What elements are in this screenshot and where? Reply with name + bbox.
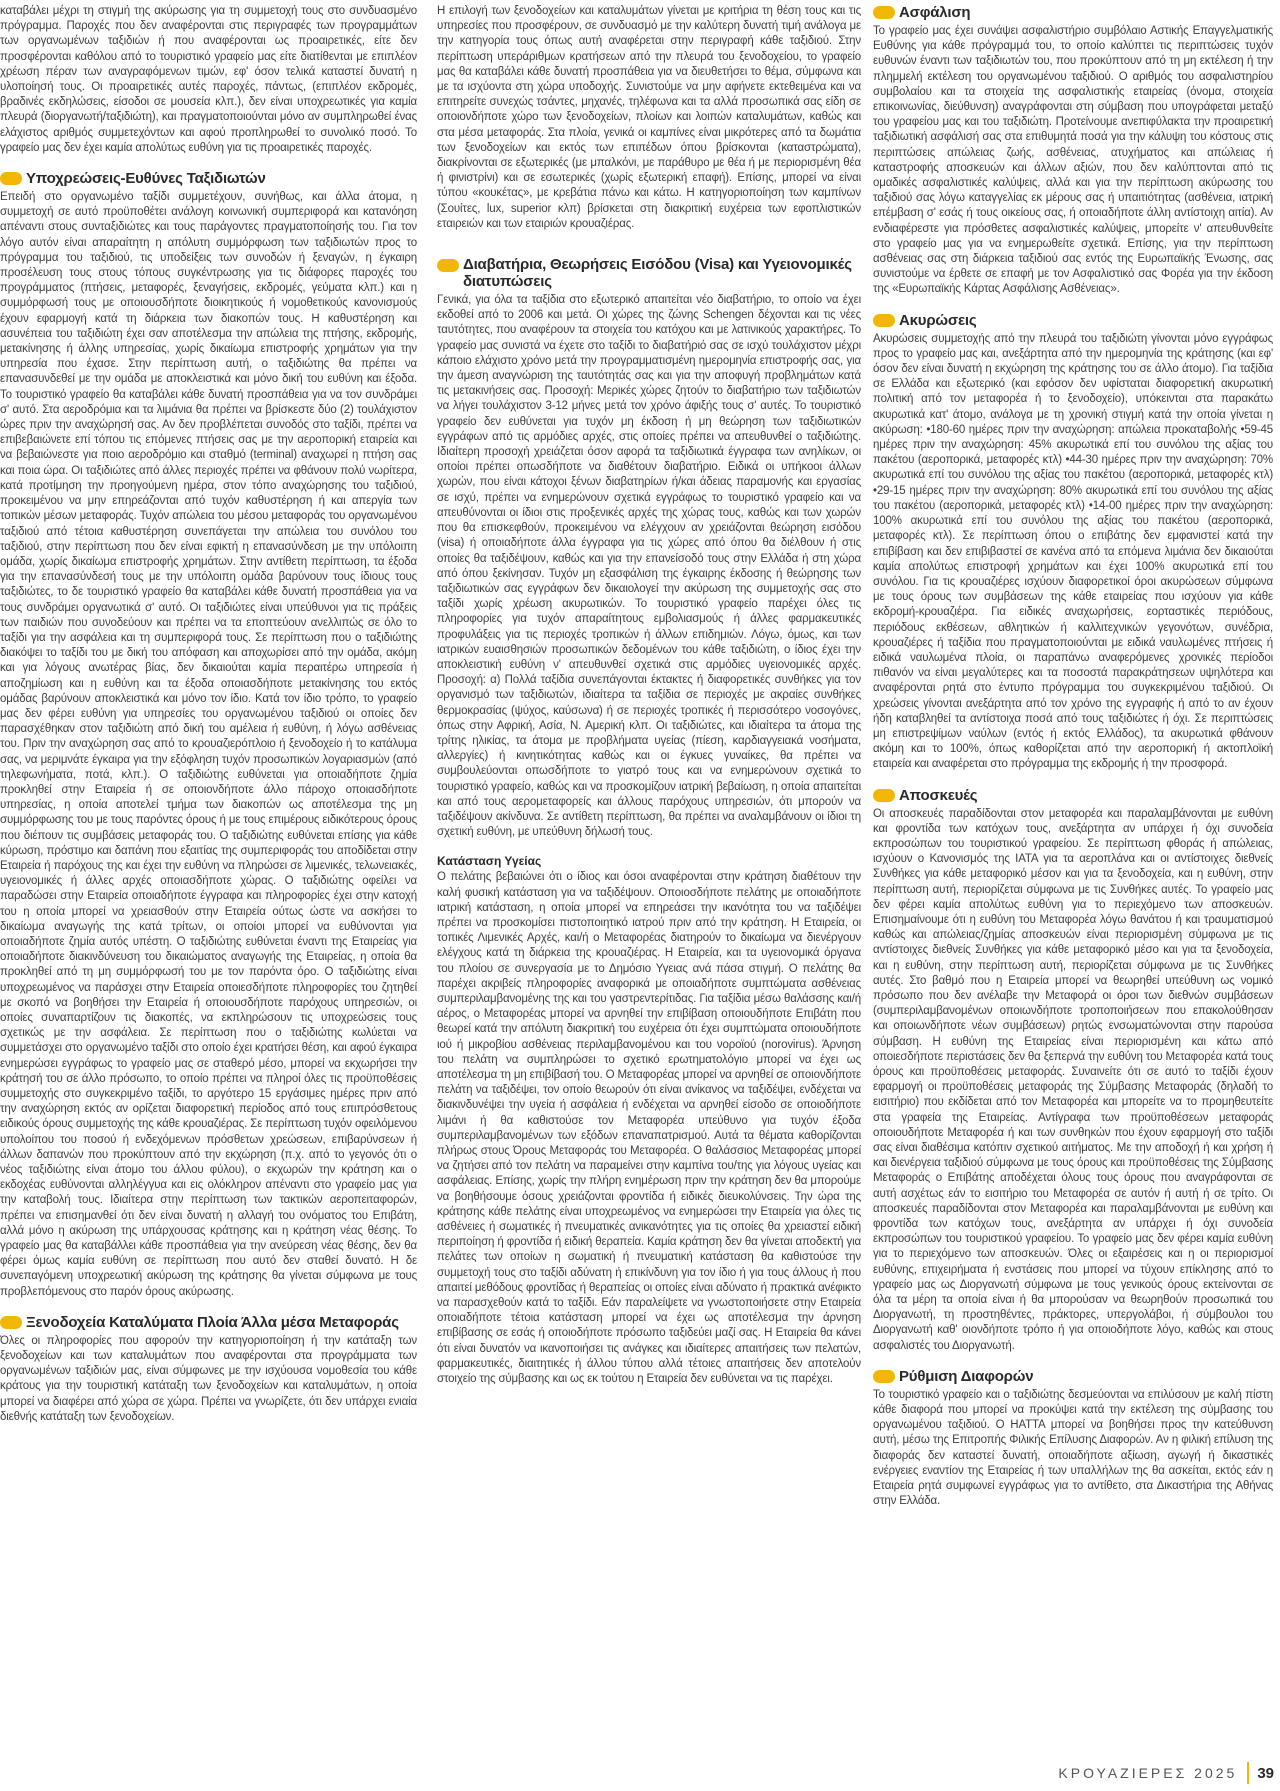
heading-marker-icon: [0, 1316, 22, 1329]
footer-divider: [1247, 1762, 1249, 1784]
page-footer: [1058, 1760, 1280, 1786]
heading-marker-icon: [873, 314, 895, 327]
heading-text: Ακυρώσεις: [899, 311, 977, 329]
column-middle: [437, 4, 861, 1387]
paragraph-insurance: Το γραφείο μας έχει συνάψει ασφαλιστήριο συμβόλαιο Αστικής Επαγγελματικής Ευθύνης για κάθε πρόγραμμά του, το οποίο καλύπτει τις περιπτώσεις τυχόν ευθυνών έναντι των ταξιδιωτών του, που προκύπτουν από τη μη εκτέλεση ή την πλημμελή εκτέλεση του οργανωμένου ταξιδιού. Ο αριθμός του ασφαλιστηρίου συμβολαίου και τα στοιχεία της ασφαλιστικής εταιρείας (όνομα, στοιχεία επικοινωνίας, διεύθυνση) αναγράφονται στη σύμβαση που υπογράφεται μεταξύ του γραφείου μας και του ταξιδιώτη. Προτείνουμε ανεπιφύλακτα την προαιρετική ταξιδιωτική ασφάλισή σας στα επιθυμητά ποσά για την κάλυψη του κόστους στις περιπτώσεις απώλειας ζωής, ασθένειας, ατυχήματος και απώλειας ή καταστροφής αποσκευών και άλλων αξιών, που δεν καλύπτονται από τις ομαδικές ασφαλιστικές καλύψεις, αλλά και για την περίπτωση ακύρωσης του ταξιδιού σας λόγω καταγγελίας εκ μέρους σας ή υπαιτιότητας (ασθένεια, ιατρική επέμβαση σ' εσάς ή τους οικείους σας, ή οποιαδήποτε άλλη αντίστοιχη αιτία). Αν ενδιαφέρεστε για πρόσθετες ασφαλιστικές καλύψεις, μπορείτε ν' απευθυνθείτε στο γραφείο μας για να ενημερωθείτε σχετικά. Επίσης, για την περίπτωση ασθένειας σας στη διάρκεια ταξιδιού σας εντός της Ευρωπαϊκής Ένωσης, σας συνιστούμε να έρθετε σε επαφή με τον Ασφαλιστικό σας Φορέα για την έκδοση της «Ευρωπαϊκής Κάρτας Ασφάλισης Ασθένειας».: [873, 25, 1273, 296]
heading-marker-icon: [437, 259, 459, 272]
paragraph-accommodation: Η επιλογή των ξενοδοχείων και καταλυμάτων γίνεται με κριτήρια τη θέση τους και τις υπηρεσίες που προσφέρουν, σε συνδυασμό με την καλύτερη δυνατή τιμή ανάλογα με την κατηγορία τους όπως αυτή αναφέρεται στην περιγραφή κάθε ταξιδιού. Στην περίπτωση υπεράριθμων κρατήσεων από την πλευρά του ξενοδοχείου, το γραφείο μας θα καταβάλει κάθε δυνατή προσπάθεια για να διευθετήσει το θέμα, σύμφωνα και με τα ισχύοντα στη χώρα υποδοχής. Συνιστούμε να μην αφήνετε εκτεθειμένα και να επιτηρείτε συνεχώς τσάντες, μηχανές, τηλέφωνα και τα αλλά προσωπικά σας είδη σε οποιονδήποτε χώρο των ξενοδοχείων, πλοίων και λοιπών καταλυμάτων, καθώς και στα μέσα μεταφοράς. Στα πλοία, γενικά οι καμπίνες είναι μικρότερες από τα δωμάτια των ξενοδοχείων και εκτός των επιπέδων όπου βρίσκονται (καταστρώματα), διακρίνονται σε εξωτερικές (με μπαλκόνι, με παράθυρο με θέα ή με περιορισμένη θέα ή φινιστρίνι) και σε εσωτερικές (χωρίς εξωτερική επαφή). Επίσης, μπορεί να είναι τύπου «κουκέτας», με κρεβάτια πάνω και κάτω. Η κατηγοριοποίηση των καμπίνων (Σουίτες, lux, superior κλπ) βρίσκεται στη διακριτική ευχέρεια των εφοπλιστικών εταιρειών και των εταιριών κρουαζιέρας.: [437, 5, 861, 230]
heading-text: Ρύθμιση Διαφορών: [899, 1367, 1034, 1385]
paragraph-disputes: Το τουριστικό γραφείο και ο ταξιδιώτης δεσμεύονται να επιλύσουν με καλή πίστη κάθε διαφορά που μπορεί να προκύψει κατά την εκτέλεση της σύμβασης του οργανωμένου ταξιδιού. Ο ΗΑΤΤΑ μπορεί να βοηθήσει προς την κατεύθυνση αυτή, μέσω της Επιτροπής Φιλικής Επίλυσης Διαφορών. Αν η φιλική επίλυση της διαφοράς δεν καταστεί δυνατή, οποιαδήποτε αξίωση, αγωγή ή δικαστικές ενέργειες εναντίον της Εταιρείας ή των υπαλλήλων της θα ασκείται, εκτός εάν η Εταιρεία ρητά συμφωνεί εγγράφως για το αντίθετο, στα Δικαστήρια της Αθήνας στην Ελλάδα.: [873, 1388, 1273, 1508]
heading-marker-icon: [873, 1370, 895, 1383]
running-title: ΚΡΟΥΑΖΙΕΡΕΣ 2025: [1058, 1765, 1238, 1781]
paragraph-health: Ο πελάτης βεβαιώνει ότι ο ίδιος και όσοι αναφέρονται στην κράτηση διαθέτουν την καλή φυσική κατάσταση για να ταξιδέψουν. Οποιοσδήποτε πελάτης με οποιαδήποτε ιατρική κατάσταση, η οποία μπορεί να επηρεάσει την ικανότητα του να ταξιδέψει πρέπει να προσκομίσει πιστοποιητικό ιατρού πριν από την κράτηση. Η Εταιρεία, οι τοπικές Λιμενικές Αρχές, και/ή ο Μεταφορέας διατηρούν το δικαίωμα να διενέργουν ελέγχους κατά τη διάρκεια της κρουαζιέρας. Η Εταιρεία, και τα υγειονομικά όργανα του πλοίου σε συνεργασία με το Δημόσιο Υγειας ανά πάσα στιγμή. Ο πελάτης θα παρέχει ακριβείς πληροφορίες αναφορικά με οποιαδήποτε συμπτώματα ασθένειας συμπεριλαμβανομένης της και του γαστρεντερίτιδας. Για ταξίδια μέσω θαλάσσης και/ή αέρος, ο Μεταφορέας μπορεί να αρνηθεί την επιβίβαση οποιουδήποτε Επιβάτη που θεωρεί κατά την απόλυτη διακριτική του ευχέρεια ότι έχει συμπτώματα οποιουδήποτε ιού ή μικροβίου ασθένειας περιλαμβανομένου και του νοροϊού (norovirus). Άρνηση του πελάτη να συμπληρώσει το σχετικό ερωτηματολόγιο μπορεί να έχει ως αποτέλεσμα τη μη επιβίβασή του. Ο Μεταφορέας μπορεί να αρνηθεί σε οποιονδήποτε πελάτη να ταξιδέψει, τον οποίο θεωρούν ότι είναι ανίκανος να ταξιδέψει, ενδέχεται να διακινδυνέψει την υγεία ή ασφάλεια ή ενδέχεται να αρνηθεί είσοδο σε οποιοδήποτε λιμάνι ή θα καθιστούσε τον Μεταφορέα υπεύθυνο για τυχόν έξοδα συμπεριλαμβανομένων των εξόδων επαναπατρισμού. Αυτά τα θέματα καθορίζονται πλήρως στους Όρους Μεταφοράς του Μεταφορέα. Ο θαλάσσιος Μεταφορέας μπορεί να ζητήσει από τον πελάτη να παραμείνει στην καμπίνα του/της για λόγους υγείας και ασφάλειας. Επίσης, χωρίς την πλήρη ενημέρωση πριν την κράτηση δεν θα μπορούμε να βοηθήσουμε όσους χρειάζονται φροντίδα ή ειδικές διευκολύνσεις. Την ώρα της κράτησης κάθε πελάτης είναι υποχρεωμένος να ενημερώσει την Εταιρεία για όλες τις ασθένειες ή σωματικές ή πνευματικές ανικανότητες για τις οποίες θα χρειαστεί ειδική περιποίηση ή φροντίδα ή ειδική θεραπεία. Καμία κράτηση δεν θα γίνεται αποδεκτή για πελάτες των οποίων η σωματική ή πνευματική κατάσταση θα καθιστούσε την συμμετοχή τους στο ταξίδι αδύνατη ή επικίνδυνη για τον ίδιο ή για τους άλλους ή που απαιτεί μεθόδους φροντίδας ή θεραπείας οι οποίες είναι αδύνατο ή πρακτικά ανέφικτο να παρασχεθούν κατά το ταξίδι. Εάν παραλείψετε να γνωστοποιήσετε στην Εταιρεία οποιαδήποτε τέτοια κατάσταση μπορεί να έχει ως αποτέλεσμα την άρνηση επιβίβασης σε εσάς ή οποιοδήποτε πρόσωπο ταξιδεύει μαζί σας. Η Εταιρεία θα κάνει ότι είναι δυνατόν να ικανοποιήσει τις ανάγκες και ιδιαίτερες απαιτήσεις των πελατών, φαρμακευτικές, διαιτητικές ή άλλου τύπου αλλά τέτοιες απαιτήσεις δεν αποτελούν στοιχείο της σύμβασης και ως εκ τούτου η Εταιρεία δεν ευθύνεται να τις παρέχει.: [437, 871, 861, 1386]
section-heading-disputes: [873, 1368, 1273, 1385]
section-heading-luggage: [873, 787, 1273, 804]
heading-text: Ασφάλιση: [899, 4, 971, 21]
page-number: 39: [1257, 1764, 1274, 1782]
heading-text: Διαβατήρια, Θεωρήσεις Εισόδου (Visa) και Υγειονομικές διατυπώσεις: [463, 256, 852, 291]
section-heading-hotels: [0, 1314, 417, 1331]
heading-marker-icon: [873, 6, 895, 19]
column-right: [873, 4, 1273, 1509]
heading-marker-icon: [0, 172, 22, 185]
section-heading-passports: [437, 256, 861, 290]
heading-text: Ξενοδοχεία Καταλύματα Πλοία Άλλα μέσα Μεταφοράς: [26, 1313, 399, 1331]
section-heading-cancellations: [873, 312, 1273, 329]
heading-marker-icon: [873, 789, 895, 802]
subheading-health: Κατάσταση Υγείας: [437, 854, 542, 869]
paragraph-luggage: Οι αποσκευές παραδίδονται στον μεταφορέα και παραλαμβάνονται με ευθύνη και φροντίδα των κατόχων τους, ανεξάρτητα αν υπάρχει ή όχι συνοδεία εκπροσώπων του τουριστικού γραφείου. Σε περίπτωση φθοράς ή απώλειας, ισχύουν ο Κανονισμός της ΙΑΤΑ για τα αεροπλάνα και οι αντίστοιχες διεθνείς Συνθήκες για κάθε μεταφορικό μέσον και για τα ξενοδοχεία, και η ευθύνη, στην περίπτωση αυτή, περιορίζεται σύμφωνα με τις Συνθήκες αυτές. Το γραφείο μας δεν φέρει καμία απολύτως ευθύνη για το περιεχόμενο των αποσκευών. Επισημαίνουμε ότι η ευθύνη του Μεταφορέα λόγω θανάτου ή και τραυματισμού καθώς και απώλειας/ζημίας αποσκευών είναι περιορισμένη σύμφωνα με τις αντίστοιχες διεθνείς Συνθήκες για κάθε μεταφορικό μέσο και για τα ξενοδοχεία, και η ευθύνη, στην περίπτωση αυτή, περιορίζεται σύμφωνα με τις Συνθήκες αυτές. Στο βαθμό που η Εταιρεία μπορεί να θεωρηθεί υπεύθυνη ως νομικό πρόσωπο που δεν ανέλαβε την Μεταφορά οι όροι των διεθνών συμβάσεων (συμπεριλαμβανομένων οποιωνδήποτε τροποποιήσεων που επακολούθησαν και οποιωνδήποτε νέων συμβάσεων) ρητώς ενσωματώνονται στην παρούσα σύμβαση. Η ευθύνη της Εταιρείας είναι περιορισμένη και κάτω από οποιεσδήποτε περιστάσεις δεν θα ξεπερνά την ευθύνη του Μεταφορέα κατά τους όρους και προϋποθέσεις μεταφοράς. Συναινείτε ότι σε αυτό το ταξίδι έχουν εφαρμογή οι προϋποθέσεις μεταφοράς της Σύμβασης Μεταφοράς (δηλαδή το εισιτήριο) που εκδίδεται από τον Μεταφορέα και μπορείτε να το προμηθευτείτε στα γραφεία της Εταιρείας. Αντίγραφα των προϋποθέσεων μεταφοράς οποιουδήποτε Μεταφορέα ή και των συνθηκών που έχουν εφαρμογή στο ταξίδι σας είναι διαθέσιμα κατόπιν σχετικού αιτήματος. Με την αποδοχή ή και χρήση ή και διενέργεια ταξιδιού σύμφωνα με τους όρους και προϋποθέσεις της Σύμβασης Μεταφοράς ο Επιβάτης αποδέχεται όλους τους όρους που αναγράφονται σε αυτή ασχέτως εάν το εισιτήριο του Μεταφορέα σε αυτόν ή αυτή ή σε τρίτο. Οι αποσκευές παραδίδονται στον Μεταφορέα και παραλαμβάνονται με ευθύνη και φροντίδα των κατόχων τους, ανεξάρτητα αν υπάρχει ή όχι συνοδεία εκπροσώπων του τουριστικού γραφείου. Το γραφείο μας δεν φέρει καμία ευθύνη για το περιεχόμενο των αποσκευών. Όλες οι εξαιρέσεις και η οι περιορισμοί ευθύνης, επιχειρήματα ή ενστάσεις που μπορεί να τύχουν επίκλησης από το γραφείο μας ως Διοργανωτή σύμφωνα με τους γενικούς όρους εκτείνονται σε όλα τα μέρη τα οποία είναι ή θα μπορούσαν να θεωρηθούν προσωπικά του Διοργανωτή, τη προστηθέντες, πράκτορες, υπεργολάβοι, ή σύμβουλοι του Διοργανωτή καθ' οιονδήποτε τρόπο ή για οποιοδήποτε λόγο, καθώς και στους ασφαλιστές του Διοργανωτή.: [873, 807, 1273, 1352]
paragraph-cancellations: Ακυρώσεις συμμετοχής από την πλευρά του ταξιδιώτη γίνονται μόνο εγγράφως προς το γραφείο μας και, ανεξάρτητα από την ημερομηνία της κράτησης (και εφ' όσον δεν είναι δυνατή η εκχώρηση της κράτησης του σε άλλο άτομο). Για ταξίδια σε Ελλάδα και εξωτερικό (και εφόσον δεν υφίσταται διαφορετική ακυρωτική πολιτική από τον μεταφορέα ή το ξενοδοχείο), υπόκεινται στα παρακάτω ακυρωτικά κατ' άτομο, ανάλογα με τη χρονική στιγμή κατά την οποία γίνεται η ακύρωση: •180-60 ημέρες πριν την αναχώρηση: απώλεια προκαταβολής •59-45 ημέρες πριν την αναχώρηση: 45% ακυρωτικά επί του συνόλου της αξίας του πακέτου (αεροπορικά, μεταφορές κτλ) •44-30 ημέρες πριν την αναχώρηση: 70% ακυρωτικά επί του συνόλου της αξίας του πακέτου (αεροπορικά, μεταφορές κτλ) •29-15 ημέρες πριν την αναχώρηση: 80% ακυρωτικά επί του συνόλου της αξίας του πακέτου (αεροπορικά, μεταφορές κτλ) •14-00 ημέρες πριν την αναχώρηση: 100% ακυρωτικά επί του συνόλου της αξίας του πακέτου (αεροπορικά, μεταφορές κτλ). Σε περίπτωση όπου ο επιβάτης δεν εμφανιστεί κατά την επιβίβαση και δεν επιβιβαστεί σε κανένα από τα επόμενα λιμάνια δεν δικαιούται καμία απολύτως επιστροφή χρημάτων και έχει 100% ακυρωτικά επί του συνόλου. Για τις κρουαζιέρες ισχύουν διαφορετικοί όροι ακυρώσεων σύμφωνα με τους όρους των συμβάσεων της κάθε εταιρείας που ισχύουν για κάθε εκδρομή-κρουαζιέρα. Για ειδικές αναχωρήσεις, εορταστικές περιόδους, περιόδους εκθέσεων, αθλητικών ή καλλιτεχνικών γεγονότων, συνέδρια, κρουαζιέρες ή ταξίδια που πραγματοποιούνται με ειδικά ναυλωμένες πτήσεις ή ειδικά ναυλωμένα πλοία, οι παραπάνω αναφερόμενες χρονικές περίοδοι πιθανόν να είναι μεγαλύτερες και τα ποσοστά παρακράτησεων υψηλότερα και αναφέρονται ρητά στο έντυπο πρόγραμμα του συγκεκριμένου ταξιδιού. Οι χρεώσεις γίνονται ανεξάρτητα από τον χρόνο της εγγραφής ή από το αν έχουν ήδη καταβληθεί τα αντίστοιχα ποσά από τους ταξιδιώτες ή όχι. Σε περιπτώσεις μη επιστρεψίμων ναύλων (εντός ή εκτός Ελλάδος), τα ακυρωτικά φθάνουν ακόμη και το 100%, όπως καθορίζεται από την αεροπορική ή ακτοπλοϊκή εταιρεία και αναφέρεται στο πρόγραμμα της εκδρομής ή την προσφορά.: [873, 332, 1273, 771]
column-left: [0, 4, 417, 1425]
section-heading-insurance: [873, 4, 1273, 21]
paragraph-passports: Γενικά, για όλα τα ταξίδια στο εξωτερικό απαιτείται νέο διαβατήριο, το οποίο να έχει εκδοθεί από το 2006 και μετά. Οι χώρες της ζώνης Schengen δέχονται και τις νέες ταυτότητες, που αναφέρουν τα στοιχεία του κατόχου και με λατινικούς χαρακτήρες. Το γραφείο μας συνιστά να έχετε στο ταξίδι το διαβατήριό σας σε ισχύ τουλάχιστον μέχρι κάποιο ελάχιστο χρόνο μετά την προγραμματισμένη ημερομηνία επιστροφής σας, για την άμεση αναγνώριση της ταυτότητάς σας και για την αποφυγή προβλημάτων κατά τις μετακινήσεις σας. Προσοχή: Μερικές χώρες ζητούν το διαβατήριο των ταξιδιωτών να λήγει τουλάχιστον 3-12 μήνες μετά τον χρόνο άφιξής τους σ' αυτές. Το τουριστικό γραφείο δεν ευθύνεται για τυχόν μη έκδοση ή μη θεώρηση των ταξιδιωτικών εγγράφων από τις αρμόδιες αρχές, στις οποίες πρέπει να απευθυνθεί ο ταξιδιώτης. Ιδιαίτερη προσοχή χρειάζεται όσον αφορά τα ταξιδιωτικά έγγραφα των ανηλίκων, οι οποίοι πρέπει οπωσδήποτε να διαθέτουν διαβατήριο. Ειδικά οι υπήκοοι άλλων χωρών, που είναι κάτοχοι ξένων διαβατηρίων ή/και άδειας παραμονής και εργασίας σε ισχύ, πρέπει να ενημερώνουν σχετικά εγγράφως το τουριστικό γραφείο και να απευθύνονται οι ίδιοι στις προξενικές αρχές της χώρας τους, καθώς και των χωρών που θα επισκεφθούν, προκειμένου να ελέγχουν αν χρειάζονται θεώρηση εισόδου (visa) ή οποιαδήποτε άλλα έγγραφα για τις χώρες από όπου θα διέλθουν ή στις οποίες θα ταξιδέψουν, καθώς και για την επανείσοδό τους στην Ελλάδα ή στη χώρα από όπου ξεκίνησαν. Τυχόν μη εξασφάλιση της έγκαιρης έκδοσης ή θεώρησης των ταξιδιωτικών σας εγγράφων δεν δικαιολογεί την ακύρωση της συμμετοχής σας στο ταξίδι χωρίς χρέωση ακυρωτικών. Το τουριστικό γραφείο παρέχει όλες τις πληροφορίες για τυχόν απαραίτητους εμβολιασμούς ή άλλες φαρμακευτικές προφυλάξεις για τις περιοχές τροπικών ή άλλων επιδημιών. Λόγω, όμως, και των ιατρικών ευαισθησιών προσωπικών δεδομένων του κάθε ταξιδιώτη, ο ίδιος έχει την αποκλειστική ευθύνη ν' απευθυνθεί σχετικά στις αρμόδιες υγειονομικές αρχές. Προσοχή: α) Πολλά ταξίδια συνεπάγονται έκτακτες ή διαφορετικές συνθήκες για τον οργανισμό των ταξιδιωτών, ιδιαίτερα τα ταξίδια σε περιοχές με ακραίες συνθήκες θερμοκρασίας (ψύχος, καύσωνα) ή σε περιοχές τροπικές ή περισσότερο νοσογόνες, όπως στην Αφρική, Ασία, Ν. Αμερική κλπ. Οι ταξιδιώτες, και ιδιαίτερα τα άτομα της τρίτης ηλικίας, τα άτομα με προβλήματα υγείας (πίεση, καρδιαγγειακά νοσήματα, αλλεργίες) ή κινητικότητας καθώς και οι έγκυες γυναίκες, θα πρέπει να συμβουλεύονται οπωσδήποτε το γιατρό τους και να ενημερώνουν σχετικά το τουριστικό γραφείο, καθώς και να προσκομίζουν ιατρική βεβαίωση, η οποία απαιτείται και από τους αερομεταφορείς και άλλους παρόχους υπηρεσιών, ότι μπορούν να ταξιδέψουν ακίνδυνα. Σε αντίθετη περίπτωση, θα πρέπει να αναλαμβάνουν οι ίδιοι τη σχετική ευθύνη, με υπεύθυνη δήλωσή τους.: [437, 294, 861, 839]
heading-text: Υποχρεώσεις-Ευθύνες Ταξιδιωτών: [26, 170, 266, 188]
paragraph-traveler-obligations: Επειδή στο οργανωμένο ταξίδι συμμετέχουν, συνήθως, και άλλα άτομα, η συμμετοχή σε αυτό προϋποθέτει ανάλογη κοινωνική συμπεριφορά και κατανόηση απέναντι στους συνταξιδιώτες και τους παράγοντες πραγματοποίησής του. Για τον λόγο αυτόν είναι απαραίτητη η απόλυτη συμμόρφωση των ταξιδιωτών προς το πρόγραμμα του ταξιδιού, τις υποδείξεις των συνοδών ή ξεναγών, η έγκαιρη προσέλευση τους στους τόπους συγκέντρωσης για τις διάφορες παροχές του προγράμματος (πτήσεις, μεταφορές, ξεναγήσεις, εκδρομές, γεύματα κλπ.) και η συμμόρφωσή τους με οποιουσδήποτε διοικητικούς ή νομοθετικούς κανονισμούς έχουν εφαρμογή κατά τη διάρκεια των διακοπών τους. Η καθυστέρηση και ασυνέπεια του ταξιδιώτη έχει σαν αποτέλεσμα την απώλεια της πτήσης, εκδρομής, μετακίνησης ή άλλης υπηρεσίας, χωρίς δικαίωμα επιστροφής χρημάτων για την υπηρεσία που έχασε. Στην περίπτωση αυτή, ο ταξιδιώτης θα πρέπει να επανασυνδεθεί με την ομάδα με αποκλειστικά και μόνο δική του ευθύνη και έξοδα. Το τουριστικό γραφείο θα καταβάλει κάθε δυνατή προσπάθεια για να τον συνδράμει σ' αυτό. Στα αεροδρόμια και τα λιμάνια θα πρέπει να βρίσκεστε δύο (2) τουλάχιστον ώρες πριν την αναχώρησή σας. Αν δεν προβλέπεται συνοδός στο ταξίδι, πρέπει να επιβεβαιώνετε επί τόπου τις επόμενες πτήσεις σας με την αεροπορική εταιρεία και να βεβαιώνεστε για ποιο αεροδρόμιο και σταθμό (terminal) αναχωρεί η πτήση σας και ποια ώρα. Οι ταξιδιώτες από άλλες περιοχές πρέπει να φθάνουν πολύ νωρίτερα, κατά προτίμηση την προηγούμενη ημέρα, στον τόπο αναχώρησης του ταξιδιού, προκειμένου να μην επηρεάζονται από τυχόν καθυστέρηση ή και απεργία των τοπικών μέσων μεταφοράς. Τυχόν απώλεια του μέσου μεταφοράς του οργανωμένου ταξιδιού από τέτοια καθυστέρηση συνεπάγεται την απώλεια του συνόλου του ταξιδιού, στην περίπτωση που δεν είναι εφικτή η επανασύνδεση με την υπόλοιπη ομάδα, χωρίς δικαίωμα επιστροφής χρημάτων. Στην αντίθετη περίπτωση, τα έξοδα για την επανασύνδεσή τους με την υπόλοιπη ομάδα βαρύνουν τους ίδιους τους ταξιδιώτες, το δε τουριστικό γραφείο θα καταβάλει κάθε δυνατή προσπάθεια για να τους συνδράμει οργανωτικά σ' αυτό. Οι ταξιδιώτες είναι υπεύθυνοι για τις πράξεις των παιδιών που συνοδεύουν και πρέπει να τα εποπτεύουν ανελλιπώς σε όλο το ταξίδι για την ασφάλεια και τη συμπεριφορά τους. Σε περίπτωση που ο ταξιδιώτης διακόψει το ταξίδι του με δική του απόφαση και αποχωρίσει από την ομάδα, ακόμη και για λόγους ανωτέρας βίας, δεν δικαιούται καμία περαιτέρω υπηρεσία ή αποζημίωση και η ευθύνη και τα έξοδα οποιασδήποτε μετακίνησης του εκτός ομάδας βαρύνουν αποκλειστικά και μόνο τον ίδιο. Κατά τον ίδιο τρόπο, το γραφείο μας δεν φέρει ευθύνη για υπηρεσίες του οργανωμένου ταξιδιού οι οποίες δεν παρασχέθηκαν στον ταξιδιώτη από δική του αμέλεια ή ευθύνη, ή λόγω ασθένειας του. Πριν την αναχώρηση σας από το κρουαζιερόπλοιο ή ξενοδοχείο ή το κατάλυμα σας, να μεριμνάτε έγκαιρα για την εξόφληση τυχόν προσωπικών λογαριασμών (από τηλεφωνήματα, ποτά, κλπ.). Ο ταξιδιώτης ευθύνεται για οποιαδήποτε ζημία προκληθεί στην Εταιρεία ή σε οποιονδήποτε άλλο πάροχο οποιασδήποτε υπηρεσίας, η οποία αποτελεί τμήμα των διακοπών ως αποτέλεσμα της μη συμμόρφωσης του με τους παρόντες όρους ή με τους επιμέρους ειδικότερους όρους που διέπουν τις συμβάσεις μεταφοράς του. Ο ταξιδιώτης ευθύνεται επίσης για κάθε κύρωση, πρόστιμο και δαπάνη που εξαιτίας της συμπεριφοράς του αποδίδεται στην Εταιρεία ή παρόχους της και έχει την ευθύνη να πληρώσει σε λιμενικές, τελωνειακές, υγειονομικές ή άλλες αρχές οποιασδήποτε χώρας. Ο ταξιδιώτης οφείλει να παραδώσει στην Εταιρεία οποιαδήποτε έγγραφα και πληροφορίες έχει στην κατοχή του η οποία μπορεί να χρειασθούν στην Εταιρεία ούτως ώστε να ασκήσει το δικαίωμα αναγωγής της κατά τρίτων, οι οποίοι μπορεί να ευθύνονται για οποιαδήποτε ζημία αυτός υπέστη. Ο ταξιδιώτης ευθύνεται έναντι της Εταιρείας για οποιαδήποτε διακινδύνευση του δικαιώματος αναγωγής της Εταιρείας, η οποία θα προκληθεί από τη μη συμμόρφωσή του με τον παρόντα όρο. Ο ταξιδιώτης είναι υποχρεωμένος να παράσχει στην Εταιρεία οποιεσδήποτε πληροφορίες του ζητηθεί με σκοπό να βοηθήσει την Εταιρεία ή οποιουσδήποτε παρόχους υπηρεσιών, οι οποίες συναπαρτίζουν τις διακοπές, να εκπληρώσουν τις υποχρεώσεις τους σχετικώς με την ασφάλεια. Σε περίπτωση που ο ταξιδιώτης κωλύεται να συμμετάσχει στο οργανωμένο ταξίδι στο οποίο έχει κρατήσει θέση, και αφού έγκαιρα ενημερώσει εγγράφως το γραφείο μας σε σταθερό μέσο, μπορεί να εκχωρήσει την κράτησή του σε άλλο πρόσωπο, το οποίο πρέπει να πληροί όλες τις προϋποθέσεις συμμετοχής στο συγκεκριμένο ταξίδι, το αργότερο 15 εργάσιμες ημέρες πριν από την αναχώρηση εκτός αν ορίζεται διαφορετική περίοδος από τους επιπρόσθετους ειδικούς όρους συμμετοχής της κάθε κρουαζιέρας. Σε περίπτωση τυχόν οφειλόμενου υπολοίπου του ποσού ή ενδεχόμενων πρόσθετων χρεώσεων, επιβαρύνσεων ή άλλων δαπανών που προκύπτουν από την εκχώρηση (π.χ. από το γεγονός ότι ο νέος ταξιδιώτης είναι άτομο του άλλου φύλου), ο εκχωρών την κράτηση και ο εκδοχέας ευθύνονται αλληλέγγυα και εις ολόκληρον απέναντι στο γραφείο μας για την καταβολή τους. Ιδιαίτερα στην περίπτωση των τακτικών αεροπειταφορών, πρέπει να επισημανθεί ότι δεν είναι δυνατή η αλλαγή του ονόματος του Επιβάτη, αλλά μόνο η ακύρωση της υπάρχουσας κράτησης και η κράτηση νέας θέσης. Το γραφείο μας θα καταβάλλει κάθε προσπάθεια για την ανεύρεση νέας θέσης, δεν θα φέρει όμως καμία ευθύνη σε περίπτωση που αυτό δεν σταθεί δυνατό. Η δε συνεπαγόμενη υποχρεωτική ακύρωση της κράτησης θα γίνεται σύμφωνα με τους προβλεπόμενους στο παρόν όρους ακύρωσης.: [0, 191, 417, 1298]
paragraph-hotels: Όλες οι πληροφορίες που αφορούν την κατηγοριοποίηση ή την κατάταξη των ξενοδοχείων και των καταλυμάτων που αναφέρονται στα προγράμματα των οργανωμένων ταξιδιών μας, είναι σύμφωνες με την ισχύουσα νομοθεσία του κάθε κράτους για την τουριστική κατάταξη των ξενοδοχείων και καταλυμάτων, η οποία μπορεί να διαφέρει από χώρα σε χώρα. Πρέπει να γνωρίζετε, ότι δεν υπάρχει ενιαία διεθνής κατάταξη των ξενοδοχείων.: [0, 1334, 417, 1423]
heading-text: Αποσκευές: [899, 786, 978, 804]
section-heading-traveler-obligations: [0, 170, 417, 187]
paragraph-continued: καταβάλει μέχρι τη στιγμή της ακύρωσης για τη συμμετοχή τους στο συνδυασμένο πρόγραμμα. Παροχές που δεν αναφέρονται στις περιγραφές των προγραμμάτων των οργανωμένων ταξιδιών ή που αναφέρονται ως προαιρετικές, είτε δεν προσφέρονται καθόλου από το τουριστικό γραφείο μας είτε διατίθενται με επιπλέον χρέωση πέραν των αναγραφόμενων τιμών, εφ' όσον τελικά καταστεί δυνατή η υλοποίησή τους. Οι προαιρετικές αυτές παροχές, πάντως, (επιπλέον εκδρομές, βραδινές εκδηλώσεις, είσοδοι σε μουσεία κλπ.), δεν είναι υποχρεωτικές για καμία πλευρά (διοργανωτή/ταξιδιώτη), και πραγματοποιούνται μόνο αν συμπληρωθεί ένας ελάχιστος αριθμός συμμετεχόντων και αφού προπληρωθεί το συνολικό ποσό. Το γραφείο μας δεν έχει καμία απολύτως ευθύνη για τις προαιρετικές παροχές.: [0, 5, 417, 154]
